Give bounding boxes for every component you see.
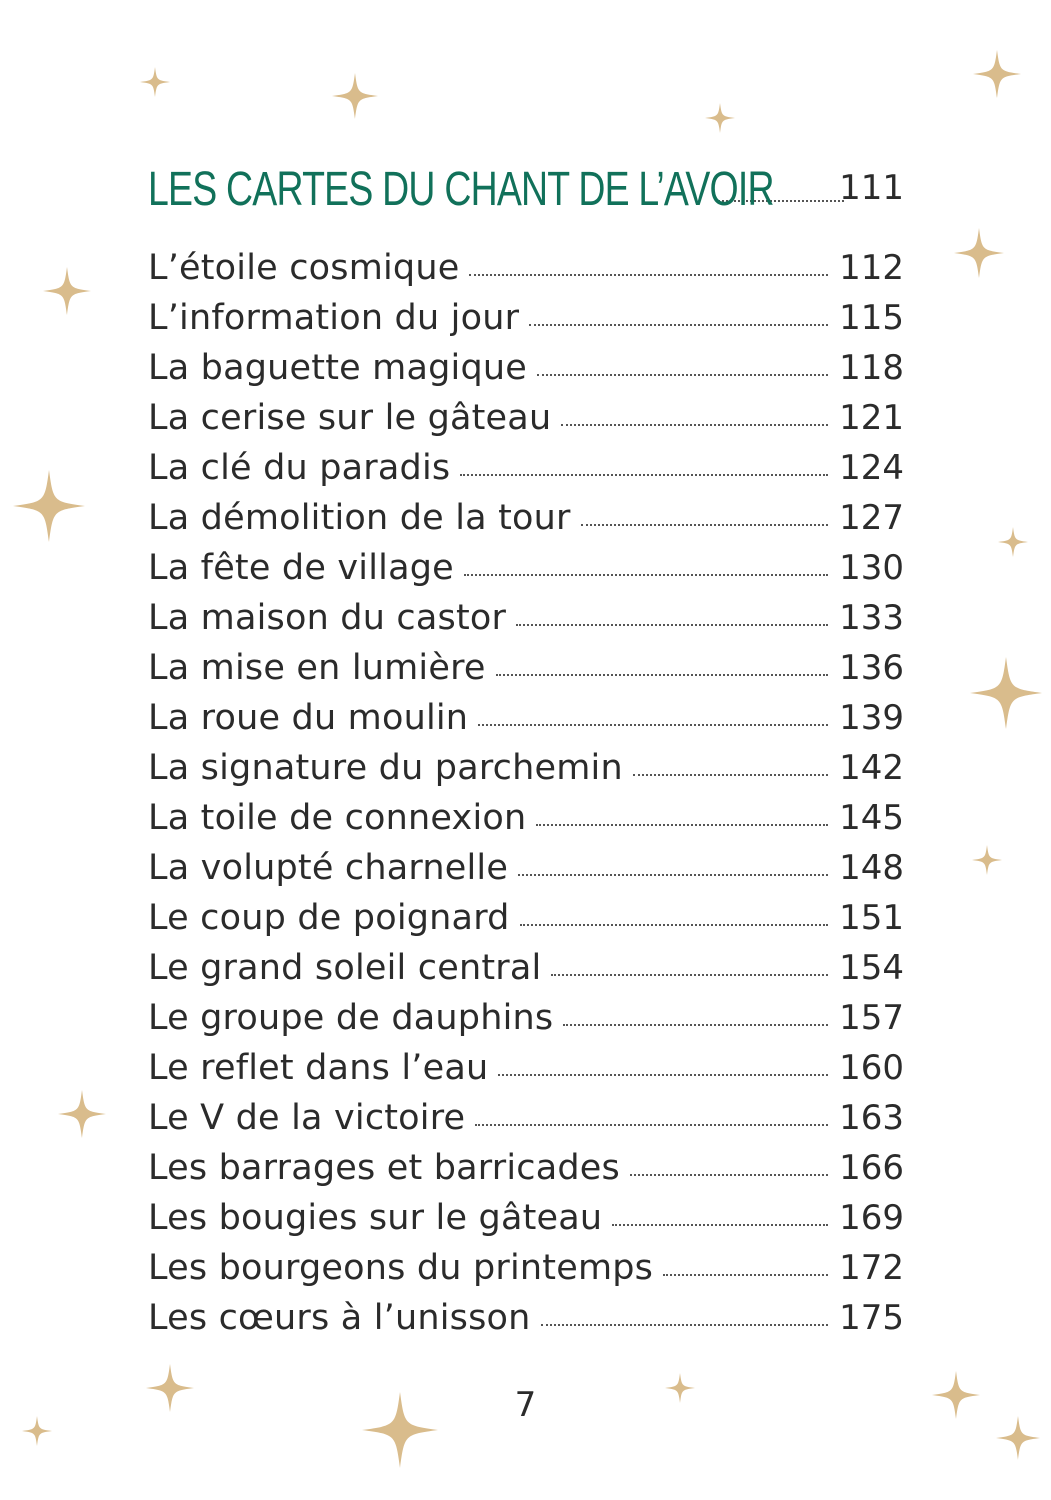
toc-entry-page: 124 (839, 448, 904, 488)
toc-entry (148, 543, 904, 593)
page-number: 7 (514, 1385, 537, 1425)
toc-entry (148, 993, 904, 1043)
dot-leader (498, 1074, 828, 1076)
toc-entry-label: La fête de village (148, 548, 454, 588)
toc-entry-page: 136 (839, 648, 904, 688)
toc-entry (148, 743, 904, 793)
toc-entry (148, 293, 904, 343)
dot-leader (518, 874, 828, 876)
section-page-number: 111 (839, 168, 904, 208)
toc-entry (148, 793, 904, 843)
toc-entry-page: 172 (839, 1248, 904, 1288)
toc-entry-page: 130 (839, 548, 904, 588)
toc-section-heading (148, 158, 904, 214)
toc-entry-label: Le groupe de dauphins (148, 998, 554, 1038)
toc-entry-page: 133 (839, 598, 904, 638)
toc-entry (148, 1193, 904, 1243)
toc-entry-label: Les bougies sur le gâteau (148, 1198, 603, 1238)
toc-entry-label: Le coup de poignard (148, 898, 510, 938)
toc-entry-label: La toile de connexion (148, 798, 527, 838)
toc-entry-label: La roue du moulin (148, 698, 469, 738)
toc-entry-page: 118 (839, 348, 904, 388)
dot-leader (478, 724, 828, 726)
toc-entry-label: Le grand soleil central (148, 948, 542, 988)
toc-entry-page: 166 (839, 1148, 904, 1188)
sparkle-star-icon (972, 845, 1002, 875)
toc-entry (148, 443, 904, 493)
toc-entry (148, 1043, 904, 1093)
dot-leader (563, 1024, 828, 1026)
toc-entry (148, 893, 904, 943)
toc-entry (148, 343, 904, 393)
toc-entry (148, 1093, 904, 1143)
dot-leader (581, 524, 828, 526)
toc-entry-page: 148 (839, 848, 904, 888)
toc-entry-page: 163 (839, 1098, 904, 1138)
sparkle-star-icon (13, 470, 85, 542)
toc-entry-page: 154 (839, 948, 904, 988)
toc-entry-label: Le reflet dans l’eau (148, 1048, 489, 1088)
dot-leader (460, 474, 828, 476)
toc-entry-page: 169 (839, 1198, 904, 1238)
toc-entry-label: Le V de la victoire (148, 1098, 466, 1138)
sparkle-star-icon (705, 103, 735, 133)
toc-entry (148, 643, 904, 693)
toc-entry-label: La baguette magique (148, 348, 527, 388)
dot-leader (469, 274, 828, 276)
dot-leader (475, 1124, 828, 1126)
dot-leader (516, 624, 828, 626)
dot-leader (464, 574, 828, 576)
dot-leader (541, 1324, 828, 1326)
toc-entry (148, 243, 904, 293)
toc-entry-label: Les bourgeons du printemps (148, 1248, 654, 1288)
sparkle-star-icon (140, 67, 170, 97)
toc-entry-label: L’information du jour (148, 298, 520, 338)
toc-entry-label: L’étoile cosmique (148, 248, 460, 288)
toc-entry-label: La volupté charnelle (148, 848, 509, 888)
toc-entry (148, 843, 904, 893)
sparkle-star-icon (332, 73, 378, 119)
dot-leader (520, 924, 828, 926)
toc-entry-label: La démolition de la tour (148, 498, 571, 538)
toc-entry-label: La signature du parchemin (148, 748, 623, 788)
sparkle-star-icon (998, 527, 1028, 557)
toc-entry-label: Les barrages et barricades (148, 1148, 620, 1188)
dot-leader (537, 374, 828, 376)
sparkle-star-icon (970, 657, 1042, 729)
toc-entry-page: 139 (839, 698, 904, 738)
toc-entry-label: La cerise sur le gâteau (148, 398, 552, 438)
toc-entry-page: 127 (839, 498, 904, 538)
toc-list (148, 243, 904, 1343)
dot-leader (663, 1274, 828, 1276)
toc-entry-page: 157 (839, 998, 904, 1038)
toc-entry-page: 115 (839, 298, 904, 338)
toc-entry-page: 142 (839, 748, 904, 788)
toc-entry-page: 151 (839, 898, 904, 938)
toc-entry-page: 121 (839, 398, 904, 438)
toc-entry-label: La maison du castor (148, 598, 507, 638)
dot-leader (630, 1174, 828, 1176)
toc-entry-label: La clé du paradis (148, 448, 451, 488)
toc-entry-page: 160 (839, 1048, 904, 1088)
toc-entry (148, 593, 904, 643)
dot-leader (496, 674, 828, 676)
sparkle-star-icon (973, 50, 1021, 98)
dot-leader (561, 424, 828, 426)
dot-leader (612, 1224, 828, 1226)
toc-entry (148, 693, 904, 743)
dot-leader (551, 974, 828, 976)
toc-entry-page: 175 (839, 1298, 904, 1338)
toc-entry (148, 1143, 904, 1193)
sparkle-star-icon (954, 228, 1004, 278)
toc-entry-label: La mise en lumière (148, 648, 486, 688)
toc-entry-page: 112 (839, 248, 904, 288)
sparkle-star-icon (43, 267, 91, 315)
dot-leader (536, 824, 828, 826)
section-title: LES CARTES DU CHANT DE L’AVOIR (148, 163, 774, 216)
toc-entry-label: Les cœurs à l’unisson (148, 1298, 531, 1338)
sparkle-star-icon (58, 1090, 106, 1138)
toc-entry (148, 393, 904, 443)
toc-entry (148, 1243, 904, 1293)
toc-entry (148, 493, 904, 543)
toc-entry (148, 1293, 904, 1343)
dot-leader (529, 324, 828, 326)
toc-entry-page: 145 (839, 798, 904, 838)
toc-entry (148, 943, 904, 993)
dot-leader (633, 774, 828, 776)
